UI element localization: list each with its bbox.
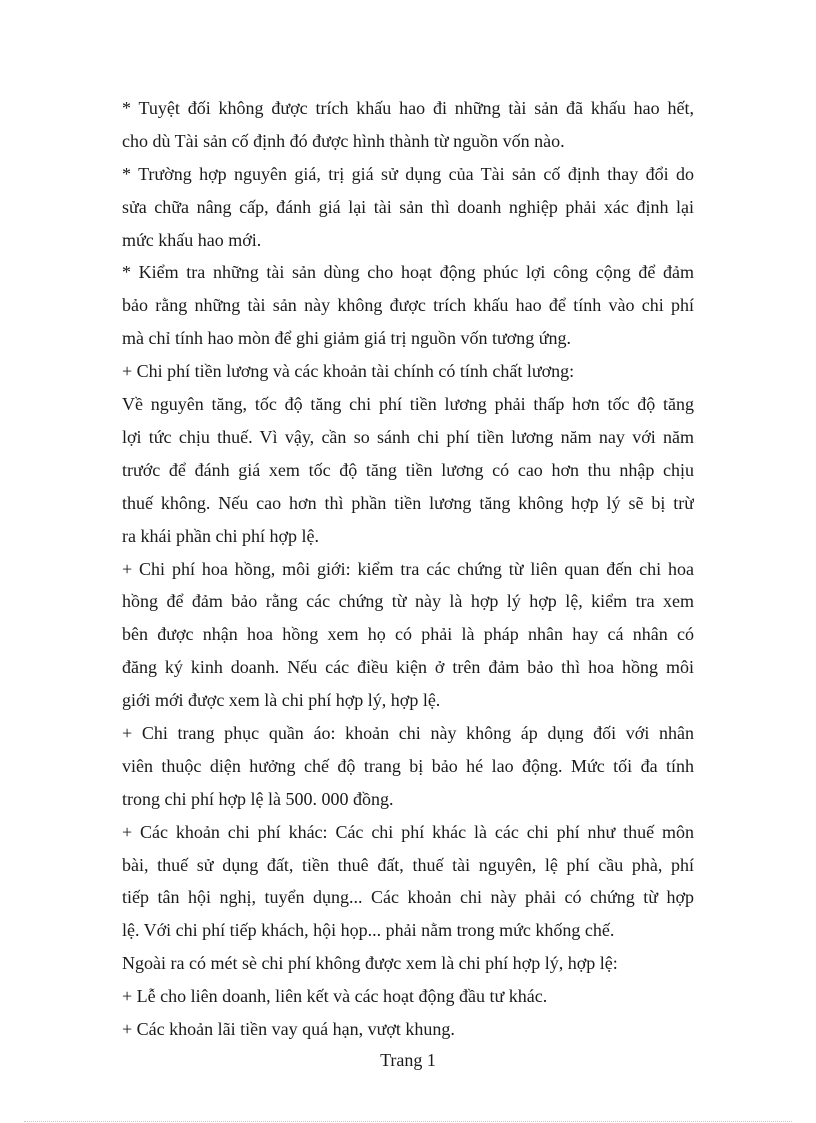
text-line: * Trường hợp nguyên giá, trị giá sử dụng của Tài sản cố định thay đổi do	[122, 163, 694, 184]
paragraph	[122, 388, 694, 552]
text-line: mà chỉ tính hao mòn để ghi giảm giá trị nguồn vốn tương ứng.	[122, 328, 571, 349]
text-line: + Các khoản chi phí khác: Các chi phí khác là các chi phí như thuế môn	[122, 821, 694, 842]
text-line: ra khái phần chi phí hợp lệ.	[122, 525, 319, 546]
text-line: * Tuyệt đối không được trích khấu hao đi những tài sản đã khấu hao hết,	[122, 98, 694, 118]
text-line: hồng để đảm bảo rằng các chứng từ này là hợp lý hợp lệ, kiểm tra xem	[122, 591, 694, 612]
paragraph	[122, 355, 694, 388]
text-line: lệ. Với chi phí tiếp khách, hội họp... phải nằm trong mức khống chế.	[122, 920, 615, 941]
text-line: + Các khoản lãi tiền vay quá hạn, vượt khung.	[122, 1019, 455, 1040]
text-line: bảo rằng những tài sản này không được trích khấu hao để tính vào chi phí	[122, 295, 694, 316]
text-line: + Chi phí tiền lương và các khoản tài chính có tính chất lương:	[122, 361, 575, 382]
paragraph	[122, 947, 694, 980]
paragraph	[122, 1013, 694, 1046]
document-body	[122, 92, 694, 1046]
text-line: + Lễ cho liên doanh, liên kết và các hoạt động đầu tư khác.	[122, 986, 548, 1007]
text-line: + Chi phí hoa hồng, môi giới: kiểm tra các chứng từ liên quan đến chi hoa	[122, 558, 694, 579]
paragraph	[122, 717, 694, 816]
text-line: lợi tức chịu thuế. Vì vậy, cần so sánh chi phí tiền lương năm nay với năm	[122, 426, 694, 447]
paragraph	[122, 256, 694, 355]
text-line: bài, thuế sử dụng đất, tiền thuê đất, thuế tài nguyên, lệ phí cầu phà, phí	[122, 854, 694, 875]
text-line: Ngoài ra có mét sè chi phí không được xem là chi phí hợp lý, hợp lệ:	[122, 953, 618, 974]
paragraph	[122, 92, 694, 158]
text-line: * Kiểm tra những tài sản dùng cho hoạt động phúc lợi công cộng để đảm	[122, 262, 694, 283]
text-line: trước để đánh giá xem tốc độ tăng tiền lương có cao hơn thu nhập chịu	[122, 459, 694, 480]
text-line: trong chi phí hợp lệ là 500. 000 đồng.	[122, 788, 394, 809]
text-line: đăng ký kinh doanh. Nếu các điều kiện ở trên đảm bảo thì hoa hồng môi	[122, 657, 694, 678]
text-line: Về nguyên tăng, tốc độ tăng chi phí tiền lương phải thấp hơn tốc độ tăng	[122, 394, 694, 415]
text-line: giới mới được xem là chi phí hợp lý, hợp lệ.	[122, 690, 441, 711]
paragraph	[122, 158, 694, 257]
text-line: mức khấu hao mới.	[122, 229, 262, 250]
text-line: cho dù Tài sản cố định đó được hình thành từ nguồn vốn nào.	[122, 130, 565, 151]
paragraph	[122, 553, 694, 717]
page-bottom-divider	[24, 1121, 792, 1122]
text-line: thuế không. Nếu cao hơn thì phần tiền lương tăng không hợp lý sẽ bị trừ	[122, 492, 694, 513]
page-number: Trang 1	[380, 1050, 436, 1070]
paragraph	[122, 980, 694, 1013]
text-line: + Chi trang phục quần áo: khoản chi này không áp dụng đối với nhân	[122, 723, 694, 744]
text-line: sửa chữa nâng cấp, đánh giá lại tài sản thì doanh nghiệp phải xác định lại	[122, 196, 694, 217]
text-line: bên được nhận hoa hồng xem họ có phải là pháp nhân hay cá nhân có	[122, 624, 694, 645]
text-line: tiếp tân hội nghị, tuyển dụng... Các khoản chi này phải có chứng từ hợp	[122, 887, 694, 908]
paragraph	[122, 816, 694, 948]
text-line: viên thuộc diện hưởng chế độ trang bị bảo hé lao động. Mức tối đa tính	[122, 755, 694, 776]
